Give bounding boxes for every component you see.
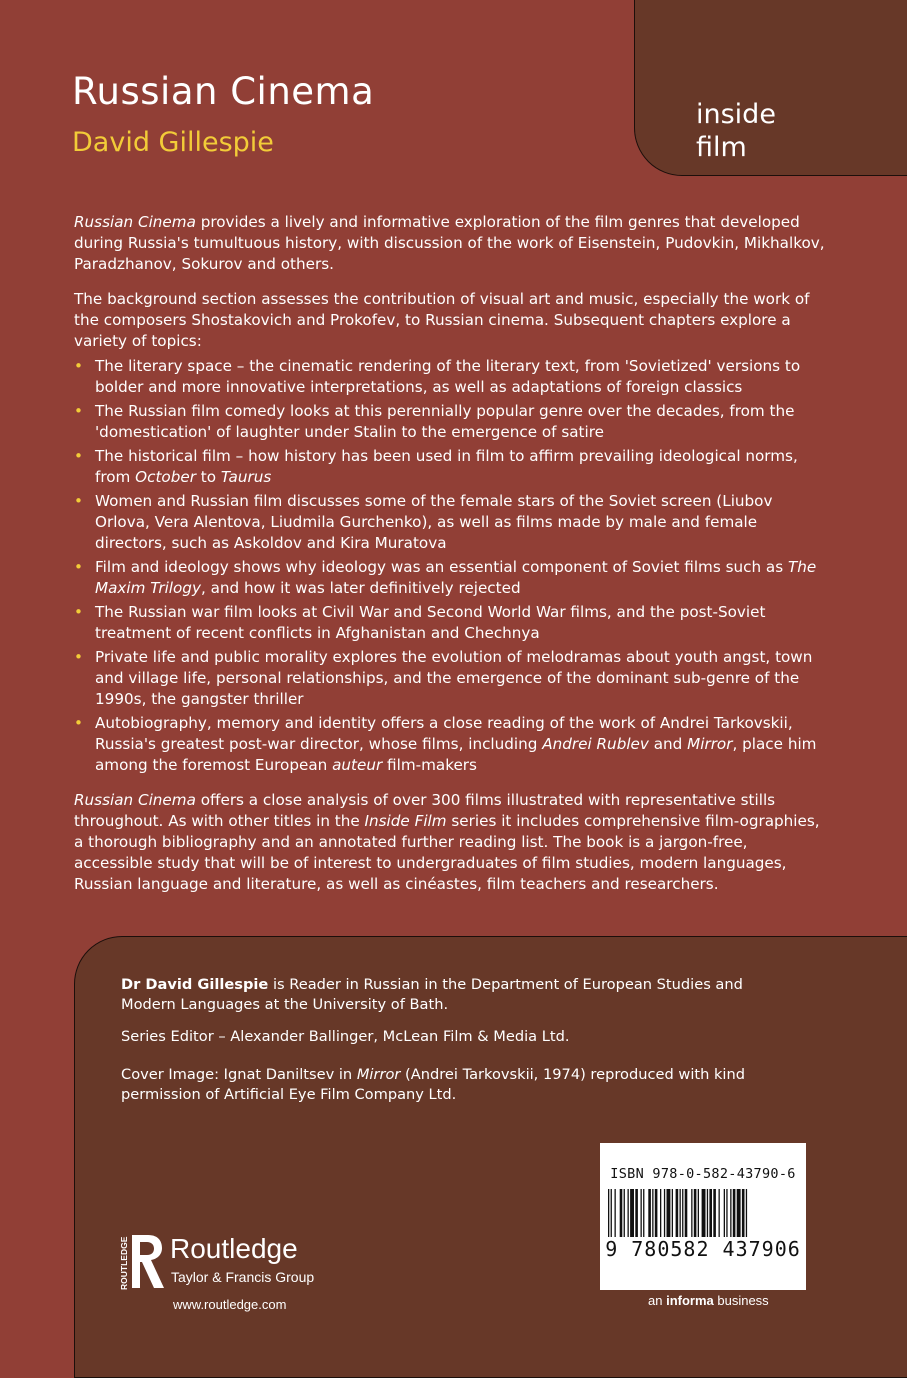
- informa-prefix: an: [648, 1293, 667, 1308]
- bullet-icon: •: [74, 603, 83, 621]
- book-title: Russian Cinema: [72, 70, 375, 113]
- barcode-bar: [655, 1189, 658, 1237]
- barcode-bar: [698, 1189, 699, 1237]
- informa-tagline: [648, 1293, 769, 1308]
- topic-text: and: [648, 735, 688, 753]
- barcode-bar: [742, 1189, 745, 1237]
- barcode-bar: [648, 1189, 651, 1237]
- author-bio-text: is Reader in Russian in the Department of European Studies and Modern Languages at the University of Bath.: [121, 976, 743, 1013]
- isbn-number: ISBN 978-0-582-43790-6: [610, 1166, 796, 1182]
- book-author: David Gillespie: [72, 127, 274, 158]
- barcode-bar: [702, 1189, 706, 1237]
- routledge-r-icon: [118, 1232, 166, 1292]
- film-title: Andrei Rublev: [542, 735, 649, 753]
- barcode-bar: [680, 1189, 681, 1237]
- closing-text: series it includes comprehensive film-ographies, a thorough bibliography and an annotated further reading list. The book is a jargon-free, accessible study that will be of interest to undergraduates of film studies, modern languages, Russian language and literature, as well as cinéastes, film teachers and researchers.: [74, 812, 820, 893]
- barcode-bar: [685, 1189, 688, 1237]
- topic-item: [74, 356, 826, 398]
- barcode-bar: [682, 1189, 683, 1237]
- isbn-barcode: [600, 1143, 806, 1290]
- barcode-bar: [660, 1189, 661, 1237]
- topic-text: Autobiography, memory and identity offers a close reading of the work of Andrei Tarkovskii, Russia's greatest post-war director, whose films, including: [95, 714, 793, 753]
- blurb-title-ref: Russian Cinema: [74, 213, 196, 231]
- barcode-bar: [628, 1189, 629, 1237]
- barcode-bar: [726, 1189, 727, 1237]
- bullet-icon: •: [74, 648, 83, 666]
- barcode-bar: [652, 1189, 653, 1237]
- topic-item: [74, 401, 826, 443]
- publisher-name: Routledge: [170, 1233, 298, 1264]
- routledge-logo: [118, 1228, 338, 1298]
- topic-item: [74, 446, 826, 488]
- topic-item: [74, 602, 826, 644]
- barcode-bar: [733, 1189, 736, 1237]
- topic-text: Women and Russian film discusses some of the female stars of the Soviet screen (Liubov Orlova, Vera Alentova, Liudmila Gurchenko), as well as films made by male and female directors, such as Askoldov and Kira Muratova: [95, 492, 773, 552]
- film-title: October: [135, 468, 196, 486]
- publisher-website: www.routledge.com: [173, 1297, 287, 1312]
- background-paragraph: The background section assesses the contribution of visual art and music, especially the work of the composers Shostakovich and Prokofev, to Russian cinema. Subsequent chapters explore a variety of topics:: [74, 290, 810, 350]
- topic-text: , place him among the foremost European: [95, 735, 817, 774]
- film-title: The Maxim Trilogy: [95, 558, 817, 597]
- barcode-icon: [606, 1189, 800, 1237]
- barcode-bar: [664, 1189, 665, 1237]
- barcode-bar: [624, 1189, 625, 1237]
- cover-credit-text: (Andrei Tarkovskii, 1974) reproduced with kind permission of Artificial Eye Film Company Ltd.: [121, 1066, 746, 1103]
- barcode-bar: [630, 1189, 634, 1237]
- topic-text: Film and ideology shows why ideology was an essential component of Soviet films such as: [95, 558, 788, 576]
- topic-item: [74, 491, 826, 554]
- term-italic: auteur: [332, 756, 383, 774]
- cover-image-credit: [121, 1065, 801, 1105]
- topic-text: The Russian film comedy looks at this perennially popular genre over the decades, from the 'domestication' of laughter under Stalin to the emergence of satire: [95, 402, 795, 441]
- topic-text: film-makers: [382, 756, 477, 774]
- informa-brand: informa: [666, 1293, 714, 1308]
- closing-paragraph: [74, 790, 826, 895]
- barcode-bar: [746, 1189, 747, 1237]
- topic-text: The historical film – how history has been used in film to affirm prevailing ideological norms, from: [95, 447, 798, 486]
- series-ref: Inside Film: [364, 812, 447, 830]
- barcode-bar: [611, 1189, 612, 1237]
- publisher-group: Taylor & Francis Group: [171, 1269, 315, 1285]
- barcode-bar: [641, 1189, 642, 1237]
- closing-title-ref: Russian Cinema: [74, 791, 196, 809]
- barcode-bar: [615, 1189, 616, 1237]
- topic-item: [74, 713, 826, 776]
- barcode-bar: [635, 1189, 638, 1237]
- cover-credit-text: Cover Image: Ignat Daniltsev in: [121, 1066, 357, 1083]
- barcode-bar: [737, 1189, 741, 1237]
- topic-text: , and how it was later definitively rejected: [200, 579, 521, 597]
- series-editor: Series Editor – Alexander Ballinger, McLean Film & Media Ltd.: [121, 1028, 570, 1045]
- barcode-bar: [713, 1189, 716, 1237]
- barcode-bar: [620, 1189, 623, 1237]
- topic-item: [74, 647, 826, 710]
- barcode-bar: [676, 1189, 679, 1237]
- barcode-bar: [691, 1189, 692, 1237]
- bullet-icon: •: [74, 492, 83, 510]
- film-title: Taurus: [220, 468, 272, 486]
- barcode-bar: [709, 1189, 712, 1237]
- bullet-icon: •: [74, 402, 83, 420]
- barcode-bar: [643, 1189, 644, 1237]
- series-name-line1: inside: [696, 99, 776, 130]
- barcode-bar: [707, 1189, 708, 1237]
- barcode-bar: [724, 1189, 725, 1237]
- topic-text: to: [195, 468, 221, 486]
- topics-list: [74, 356, 826, 779]
- barcode-bar: [730, 1189, 731, 1237]
- topic-text: The Russian war film looks at Civil War and Second World War films, and the post-Soviet treatment of recent conflicts in Afghanistan and Chechnya: [95, 603, 766, 642]
- closing-text: offers a close analysis of over 300 films illustrated with representative stills throughout. As with other titles in the: [74, 791, 776, 830]
- bullet-icon: •: [74, 558, 83, 576]
- barcode-bar: [608, 1189, 609, 1237]
- informa-suffix: business: [713, 1293, 769, 1308]
- barcode-bar: [672, 1189, 673, 1237]
- author-bio: [121, 975, 801, 1015]
- bullet-icon: •: [74, 447, 83, 465]
- cover-film-title: Mirror: [356, 1066, 401, 1083]
- topic-text: The literary space – the cinematic rendering of the literary text, from 'Sovietized' versions to bolder and more innovative interpretations, as well as adaptations of foreign classics: [95, 357, 801, 396]
- ean-number: 9 780582 437906: [605, 1237, 801, 1261]
- series-name-line2: film: [696, 132, 747, 163]
- bullet-icon: •: [74, 714, 83, 732]
- topic-text: Private life and public morality explores the evolution of melodramas about youth angst, town and village life, personal relationships, and the emergence of the dominant sub-genre of the 1990s, the gangster thriller: [95, 648, 813, 708]
- author-bio-name: Dr David Gillespie: [121, 976, 269, 993]
- barcode-bar: [719, 1189, 720, 1237]
- blurb-text: provides a lively and informative exploration of the film genres that developed during Russia's tumultuous history, with discussion of the work of Eisenstein, Pudovkin, Mikhalkov, Paradzhanov, Sokurov and others.: [74, 213, 825, 273]
- bullet-icon: •: [74, 357, 83, 375]
- barcode-bar: [694, 1189, 697, 1237]
- series-corner-panel: [634, 0, 907, 176]
- blurb-paragraph: [74, 212, 826, 275]
- routledge-vertical-text: ROUTLEDGE: [119, 1236, 129, 1290]
- topic-item: [74, 557, 826, 599]
- film-title: Mirror: [687, 735, 733, 753]
- barcode-bar: [667, 1189, 671, 1237]
